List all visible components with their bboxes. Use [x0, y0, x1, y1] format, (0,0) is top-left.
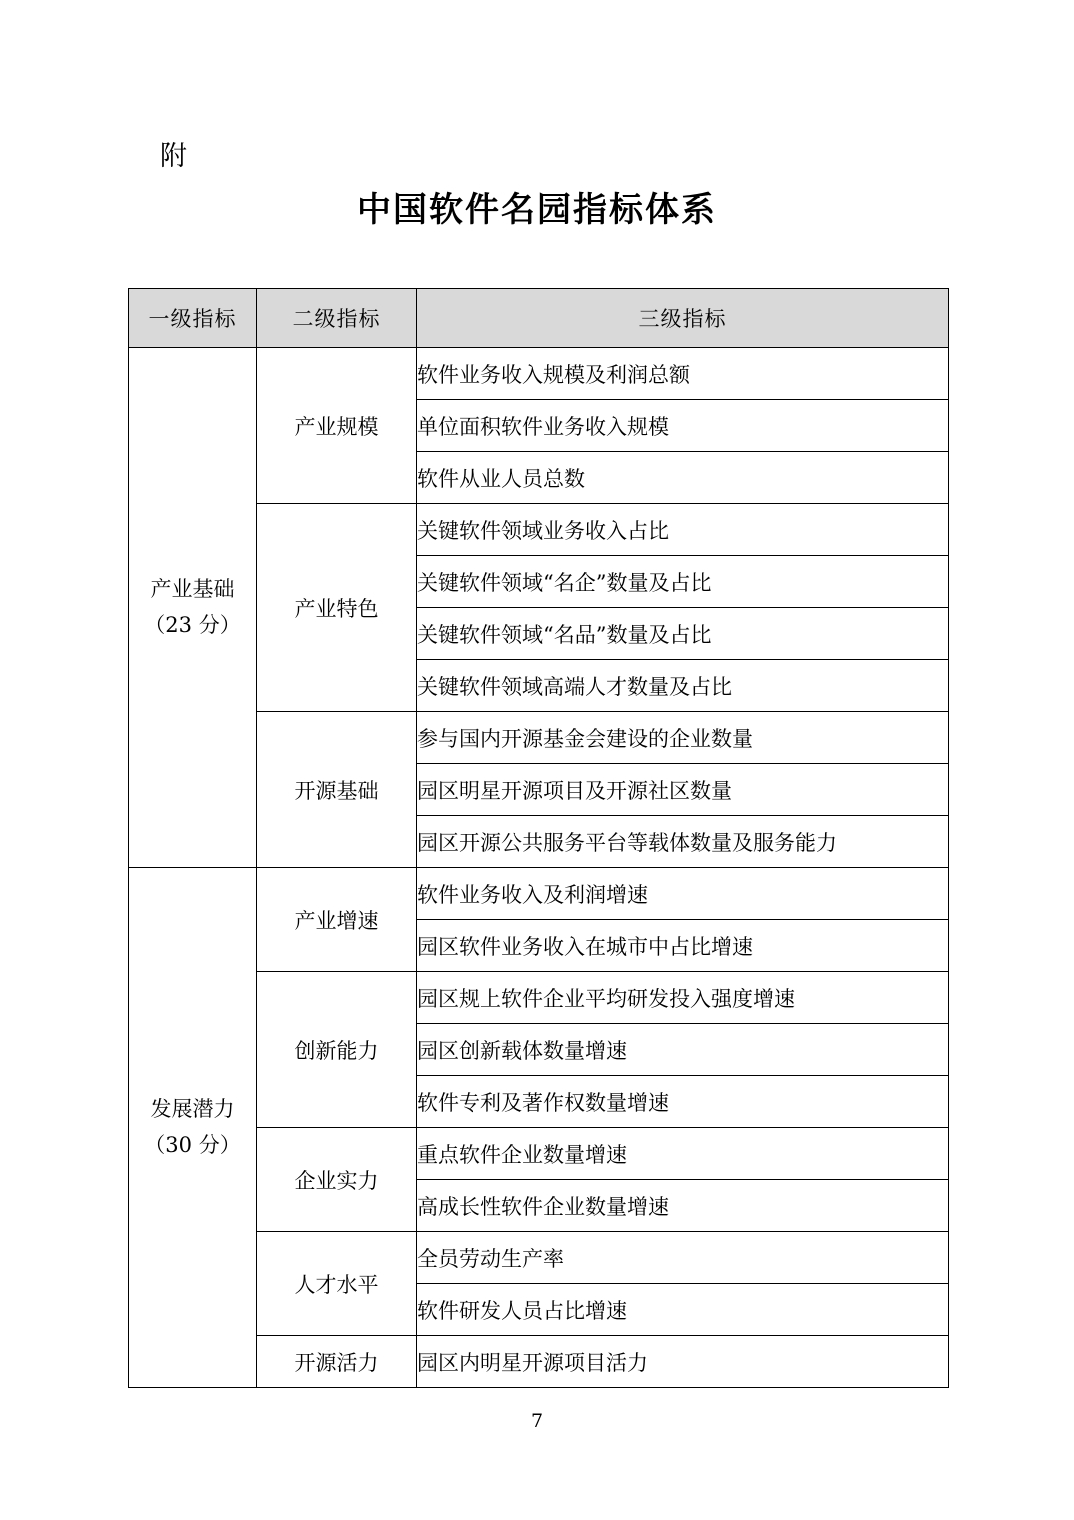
indicator-table-container: [128, 288, 948, 1388]
level3-cell: 软件业务收入及利润增速: [417, 868, 949, 920]
indicator-table: [128, 288, 949, 1388]
level2-cell-opensource-base: 开源基础: [257, 712, 417, 868]
column-header-level3: 三级指标: [417, 289, 949, 348]
attachment-label: 附: [160, 141, 188, 172]
level3-cell: 园区规上软件企业平均研发投入强度增速: [417, 972, 949, 1024]
level1-cell-development-potential: [129, 868, 257, 1388]
column-header-level1: 一级指标: [129, 289, 257, 348]
level2-cell-industry-growth: 产业增速: [257, 868, 417, 972]
level2-cell-industry-feature: 产业特色: [257, 504, 417, 712]
level3-cell: 软件专利及著作权数量增速: [417, 1076, 949, 1128]
level1-label-line2: （23 分）: [144, 612, 241, 637]
level3-cell: 全员劳动生产率: [417, 1232, 949, 1284]
level3-cell: 高成长性软件企业数量增速: [417, 1180, 949, 1232]
level3-cell: 单位面积软件业务收入规模: [417, 400, 949, 452]
level3-cell: 关键软件领域“名企”数量及占比: [417, 556, 949, 608]
level3-cell: 园区软件业务收入在城市中占比增速: [417, 920, 949, 972]
level3-cell: 关键软件领域业务收入占比: [417, 504, 949, 556]
level3-cell: 园区开源公共服务平台等载体数量及服务能力: [417, 816, 949, 868]
level1-cell-industry-base: [129, 348, 257, 868]
level1-label-line2: （30 分）: [144, 1132, 241, 1157]
page-title: 中国软件名园指标体系: [357, 190, 717, 230]
level3-cell: 参与国内开源基金会建设的企业数量: [417, 712, 949, 764]
level2-cell-enterprise-strength: 企业实力: [257, 1128, 417, 1232]
level2-cell-opensource-vitality: 开源活力: [257, 1336, 417, 1388]
level2-cell-industry-scale: 产业规模: [257, 348, 417, 504]
level3-cell: 软件从业人员总数: [417, 452, 949, 504]
table-body: [129, 348, 949, 1388]
table-header-row: [129, 289, 949, 348]
level2-cell-talent-level: 人才水平: [257, 1232, 417, 1336]
table-row: [129, 868, 949, 920]
level3-cell: 园区内明星开源项目活力: [417, 1336, 949, 1388]
level3-cell: 关键软件领域高端人才数量及占比: [417, 660, 949, 712]
page-number: 7: [530, 1410, 544, 1432]
level1-label-line1: 发展潜力: [150, 1096, 235, 1121]
level3-cell: 园区明星开源项目及开源社区数量: [417, 764, 949, 816]
level3-cell: 重点软件企业数量增速: [417, 1128, 949, 1180]
level3-cell: 软件研发人员占比增速: [417, 1284, 949, 1336]
level3-cell: 关键软件领域“名品”数量及占比: [417, 608, 949, 660]
level2-cell-innovation-capability: 创新能力: [257, 972, 417, 1128]
table-row: [129, 348, 949, 400]
level3-cell: 园区创新载体数量增速: [417, 1024, 949, 1076]
level1-label-line1: 产业基础: [150, 576, 235, 601]
column-header-level2: 二级指标: [257, 289, 417, 348]
level3-cell: 软件业务收入规模及利润总额: [417, 348, 949, 400]
